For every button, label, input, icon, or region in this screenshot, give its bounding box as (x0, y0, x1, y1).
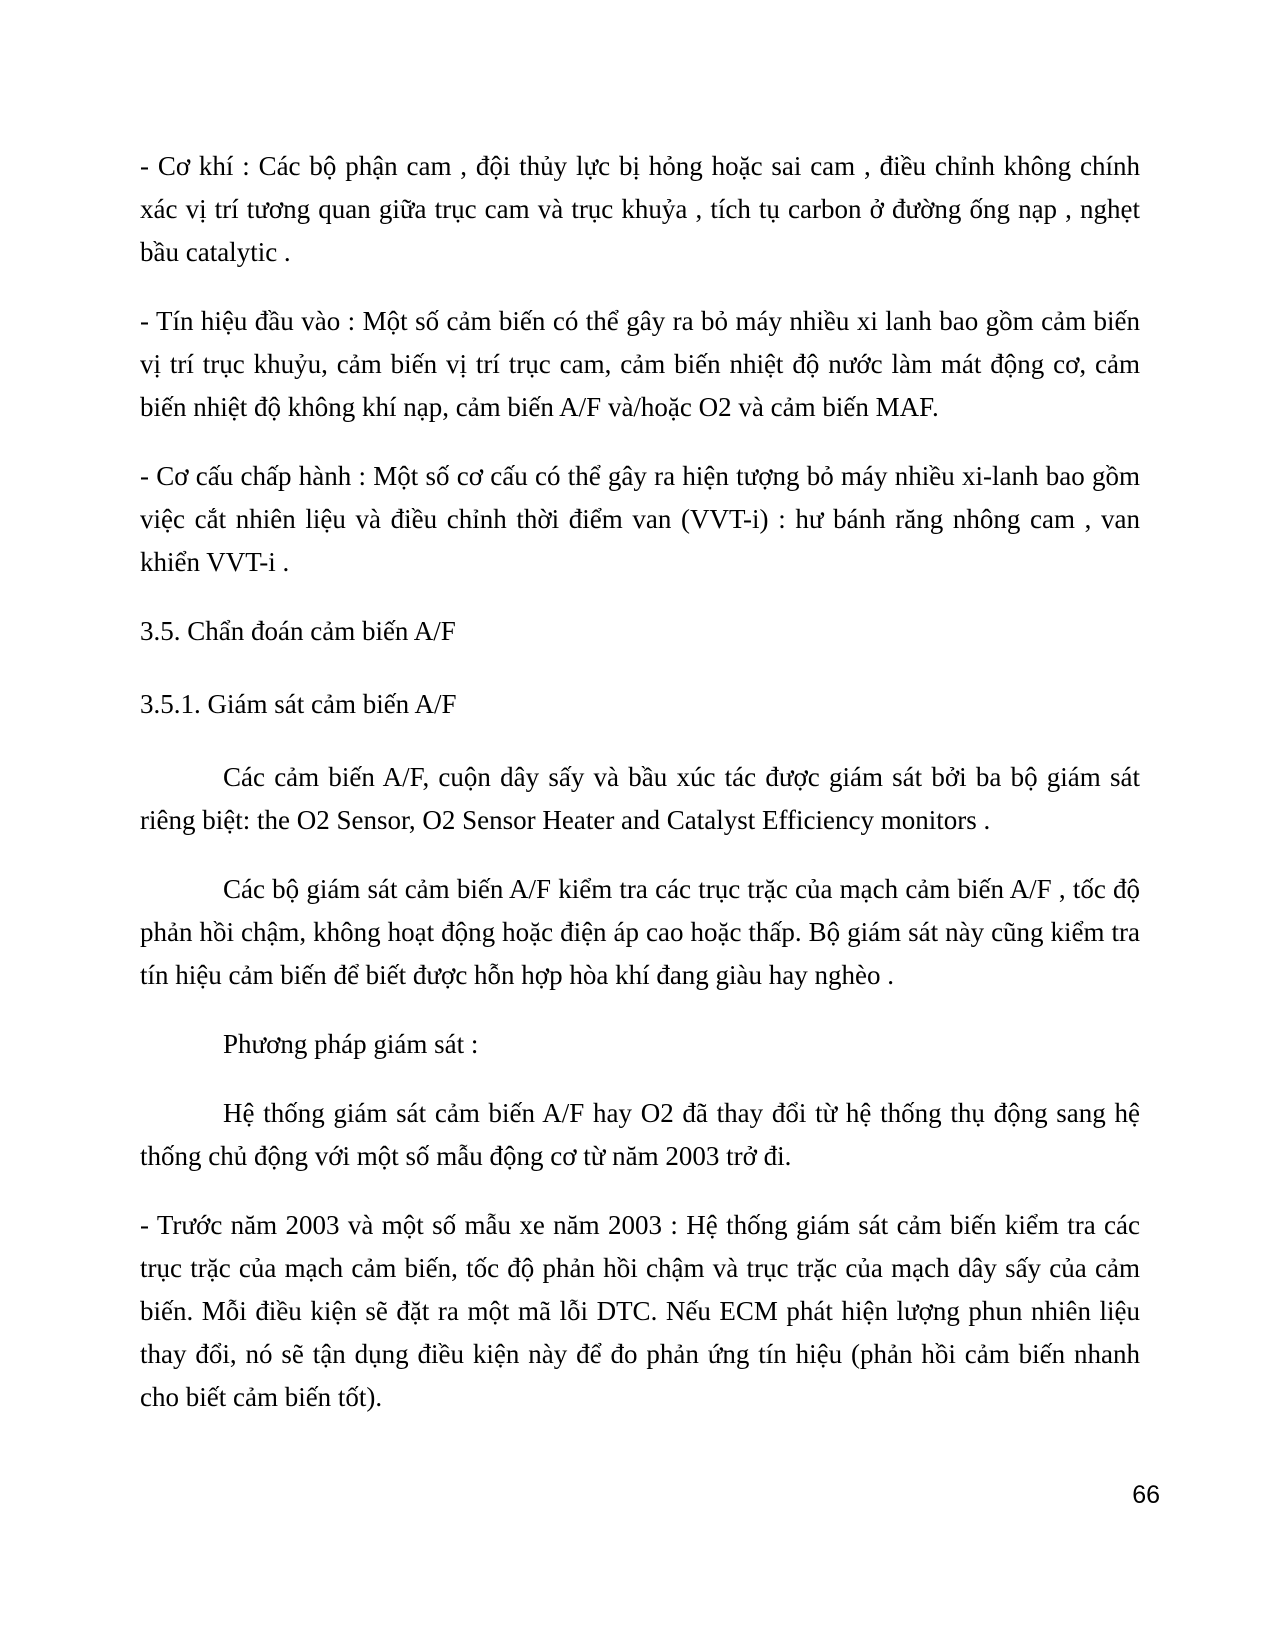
subheading-monitor-method: Phương pháp giám sát : (223, 1029, 479, 1059)
paragraph-actuators: - Cơ cấu chấp hành : Một số cơ cấu có thể gây ra hiện tượng bỏ máy nhiều xi-lanh bao gồm việc cắt nhiên liệu và điều chỉnh thời điểm van (VVT-i) : hư bánh răng nhông cam , van khiển VVT-i . (140, 461, 1140, 577)
page-number: 66 (1132, 1481, 1160, 1509)
document-body (140, 145, 1140, 1445)
paragraph-before-2003: - Trước năm 2003 và một số mẫu xe năm 2003 : Hệ thống giám sát cảm biến kiểm tra các trục trặc của mạch cảm biến, tốc độ phản hồi chậm và trục trặc của mạch dây sấy của cảm biến. Mỗi điều kiện sẽ đặt ra một mã lỗi DTC. Nếu ECM phát hiện lượng phun nhiên liệu thay đổi, nó sẽ tận dụng điều kiện này để đo phản ứng tín hiệu (phản hồi cảm biến nhanh cho biết cảm biến tốt). (140, 1210, 1140, 1412)
paragraph-system-change-2003: Hệ thống giám sát cảm biến A/F hay O2 đã thay đổi từ hệ thống thụ động sang hệ thống chủ động với một số mẫu động cơ từ năm 2003 trở đi. (140, 1098, 1140, 1171)
paragraph-monitor-checks: Các bộ giám sát cảm biến A/F kiểm tra các trục trặc của mạch cảm biến A/F , tốc độ phản hồi chậm, không hoạt động hoặc điện áp cao hoặc thấp. Bộ giám sát này cũng kiểm tra tín hiệu cảm biến để biết được hỗn hợp hòa khí đang giàu hay nghèo . (140, 874, 1140, 990)
section-heading-3-5-1: 3.5.1. Giám sát cảm biến A/F (140, 689, 457, 719)
paragraph-input-signals: - Tín hiệu đầu vào : Một số cảm biến có thể gây ra bỏ máy nhiều xi lanh bao gồm cảm biến vị trí trục khuỷu, cảm biến vị trí trục cam, cảm biến nhiệt độ nước làm mát động cơ, cảm biến nhiệt độ không khí nạp, cảm biến A/F và/hoặc O2 và cảm biến MAF. (140, 306, 1140, 422)
paragraph-mechanical-causes: - Cơ khí : Các bộ phận cam , đội thủy lực bị hỏng hoặc sai cam , điều chỉnh không chính xác vị trí tương quan giữa trục cam và trục khuỷa , tích tụ carbon ở đường ống nạp , nghẹt bầu catalytic . (140, 151, 1140, 267)
paragraph-af-sensor-monitors: Các cảm biến A/F, cuộn dây sấy và bầu xúc tác được giám sát bởi ba bộ giám sát riêng biệt: the O2 Sensor, O2 Sensor Heater and Catalyst Efficiency monitors . (140, 762, 1140, 835)
section-heading-3-5: 3.5. Chẩn đoán cảm biến A/F (140, 616, 456, 646)
